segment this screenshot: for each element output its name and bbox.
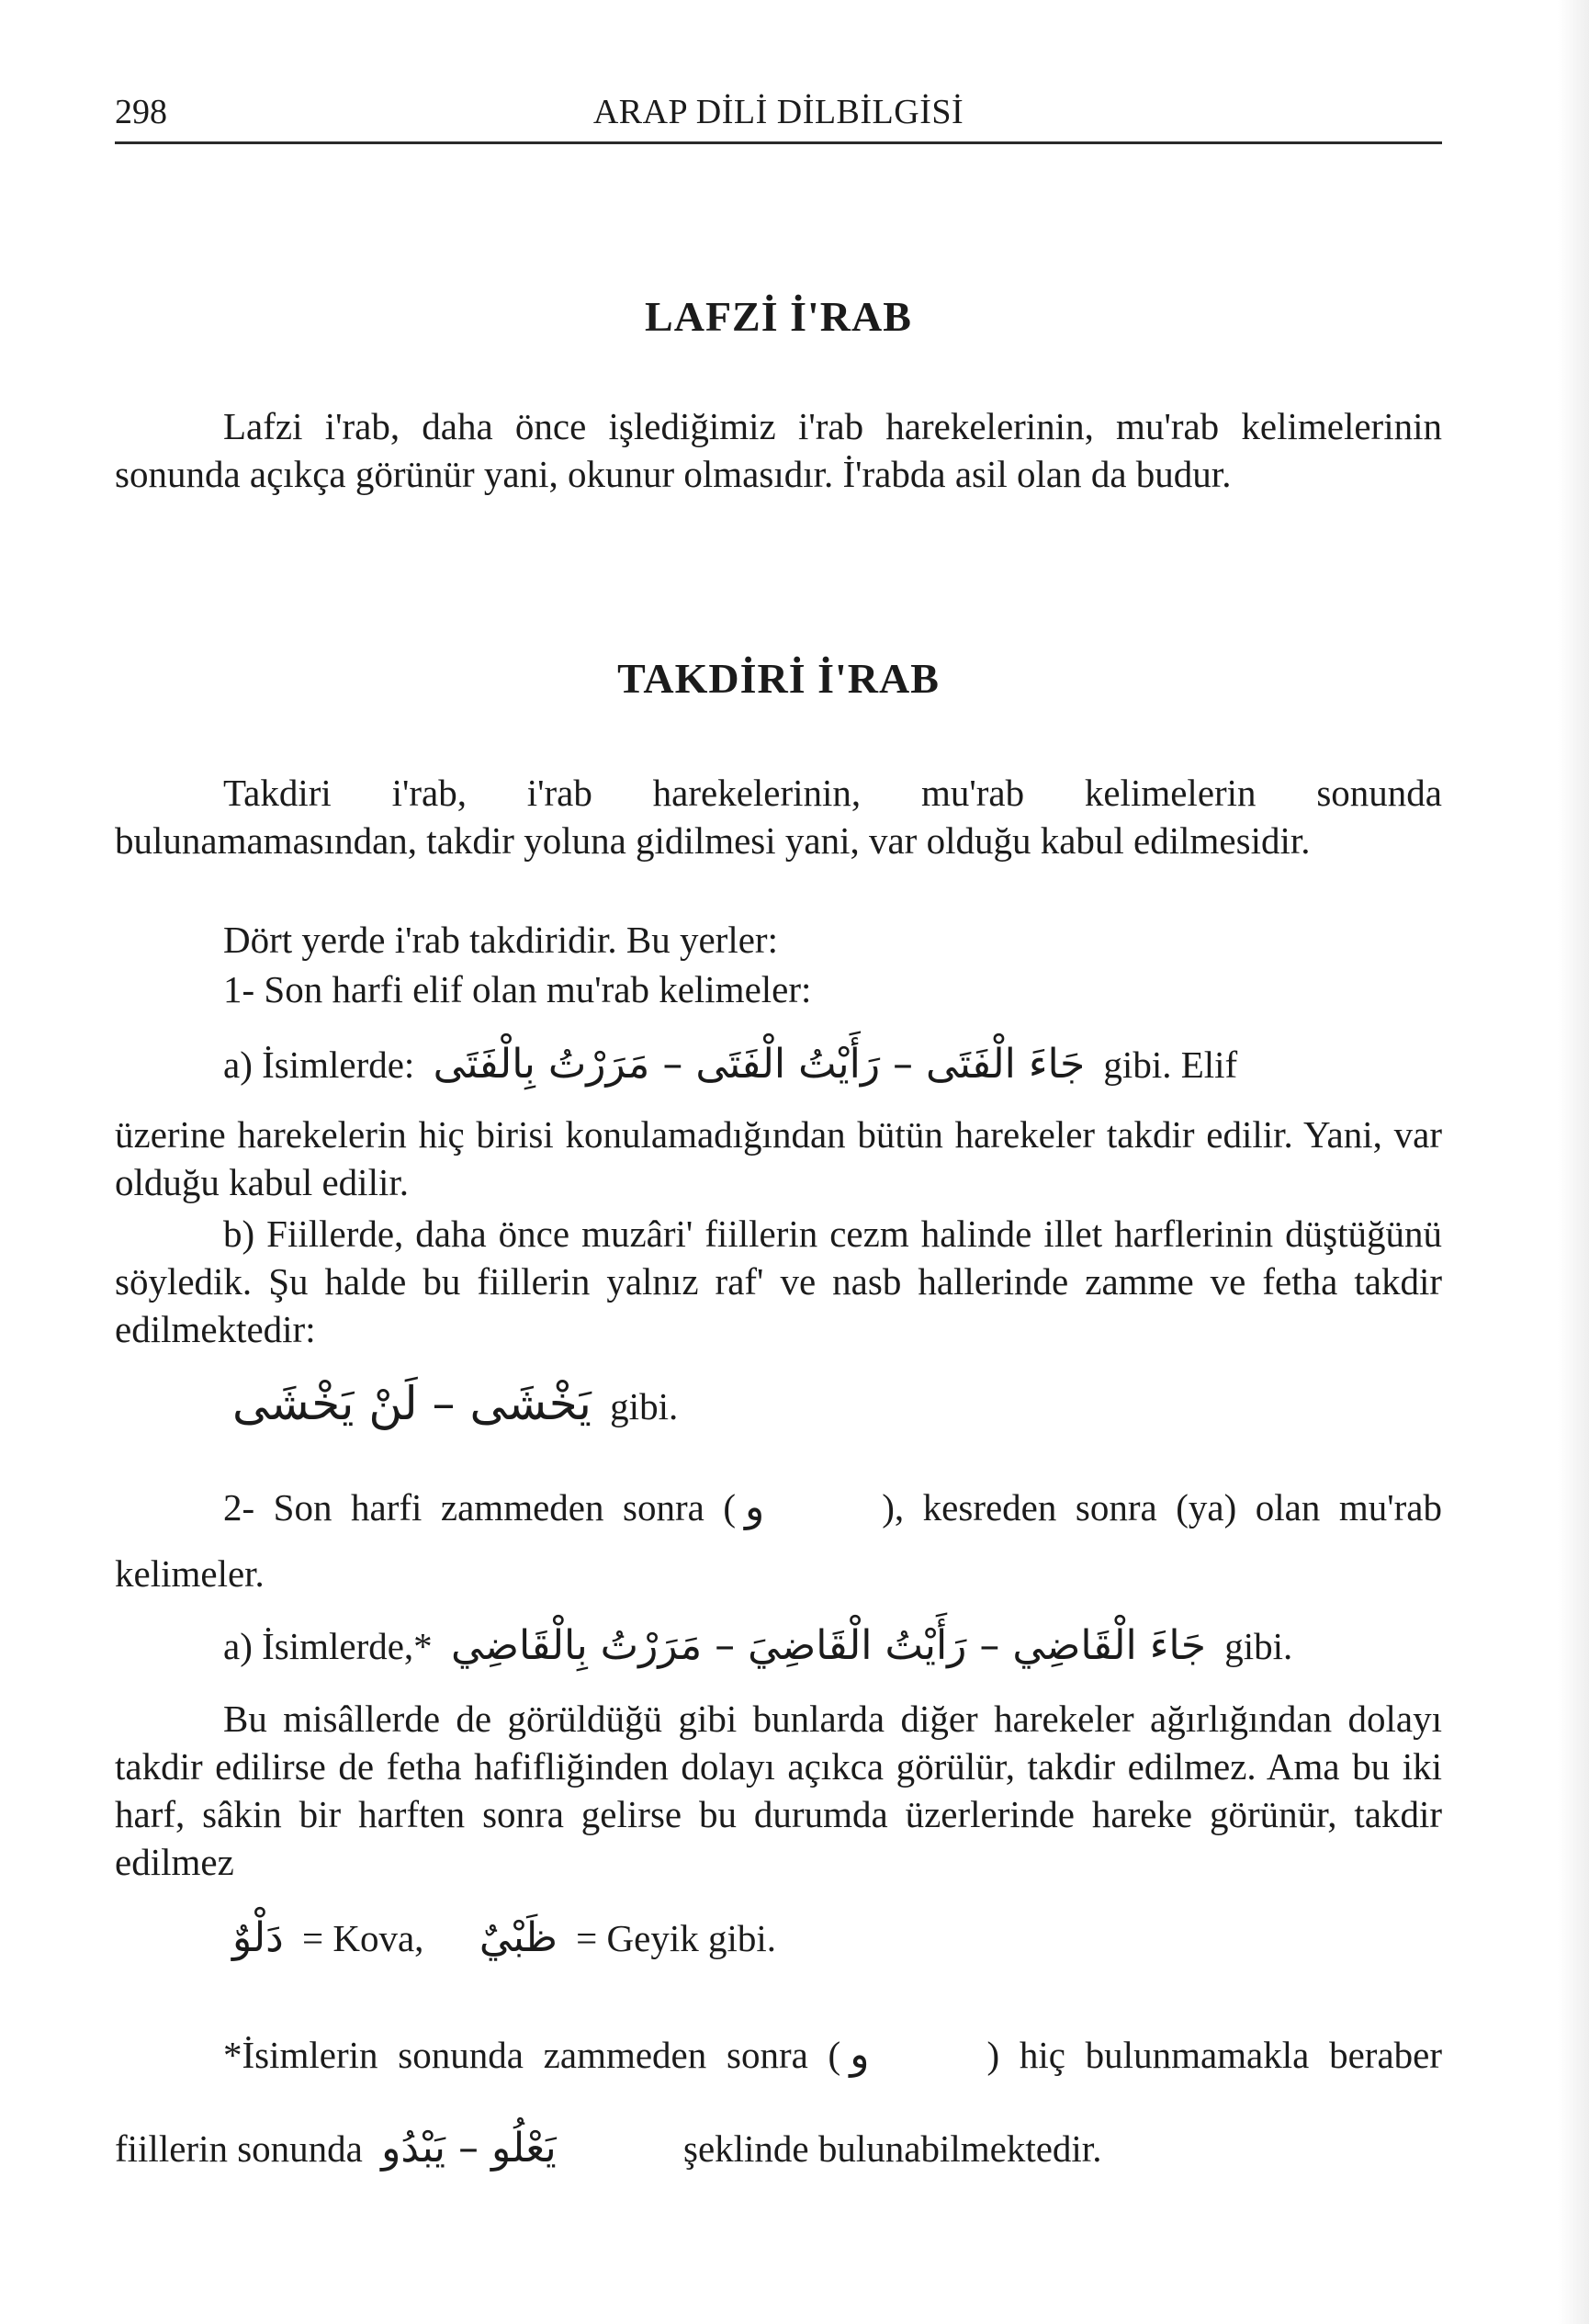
section-title-lafzi-irab: LAFZİ İ'RAB [645,293,912,340]
item1-a-arabic-example: جَاءَ الْفَتَى – رَأَيْتُ الْفَتَى – مَرَرْتُ بِالْفَتَى [433,1041,1086,1088]
item1-a-line [223,1041,1237,1089]
page-number: 298 [115,93,167,131]
item1-a-label: a) İsimlerde: [223,1044,415,1086]
footnote-part4: şeklinde bulunabilmektedir. [682,2127,1102,2170]
item2-heading-part1: 2- Son harfi zammeden sonra ( [223,1486,736,1529]
running-header [115,85,1442,144]
item1-heading: 1- Son harfi elif olan mu'rab kelimeler: [223,968,812,1010]
section-title-takdiri-irab: TAKDİRİ İ'RAB [617,655,940,702]
item1-b-arabic-example: يَخْشَى – لَنْ يَخْشَى [232,1377,592,1430]
footnote-part2: ) hiç bulunmamakla [986,2034,1310,2076]
item2-a-after: gibi. [1224,1625,1293,1667]
item1-b-after: gibi. [610,1385,679,1427]
item1-a-after: gibi. Elif [1103,1044,1238,1086]
item2-heading-part2: ), kesreden sonra (ya) olan mu'rab kelimeler. [115,1486,1442,1595]
example-zaby-meaning: = Geyik gibi. [576,1917,777,1959]
footnote [115,2008,1442,2195]
item2-examples-line [223,1914,776,1962]
item2-heading-letter: و [745,1484,765,1530]
item2-a-label: a) İsimlerde,* [223,1625,433,1667]
item2-explanation: Bu misâllerde de görüldüğü gibi bunlarda diğer harekeler ağırlığından dolayı takdir edilirse de fetha hafifliğinden dolayı açıkca görülür, takdir edilmez. Ama bu iki harf, sâkin bir harften sonra gelirse bu durumda üzerlerinde hareke görünür, takdir edilmez [115,1698,1442,1883]
item2-heading [115,1474,1442,1607]
example-dalw-meaning: = Kova, [301,1917,424,1959]
paragraph-lafzi-irab: Lafzi i'rab, daha önce işlediğimiz i'rab harekelerinin, mu'rab kelimelerinin sonunda açıkça görünür yani, okunur olmasıdır. İ'rabda asil olan da budur. [115,405,1442,495]
item2-a-arabic-example: جَاءَ الْقَاضِي – رَأَيْتُ الْقَاضِيَ – مَرَرْتُ بِالْقَاضِي [450,1622,1206,1669]
item2-a-line [223,1622,1292,1670]
scan-edge-shadow [1558,0,1589,2324]
item1-a-continuation: üzerine harekelerin hiç birisi konulamadığından bütün harekeler takdir edilir. Yani, var olduğu kabul edilir. [115,1113,1442,1203]
item1-b-paragraph: b) Fiillerde, daha önce muzâri' fiillerin cezm halinde illet harflerinin düştüğünü söyledik. Şu halde bu fiillerin yalnız raf' ve nasb hallerinde zamme ve fetha takdir edilmektedir: [115,1213,1442,1350]
running-title: ARAP DİLİ DİLBİLGİSİ [592,93,964,131]
paragraph-takdiri-irab: Takdiri i'rab, i'rab harekelerinin, mu'rab kelimelerin sonunda bulunamamasından, takdir yoluna gidilmesi yani, var olduğu kabul edilmesidir. [115,772,1442,862]
footnote-letter: و [850,2031,870,2078]
footnote-part3: beraber fiillerin sonunda [115,2034,1443,2170]
intro-line: Dört yerde i'rab takdiridir. Bu yerler: [223,919,778,961]
item1-b-example-line [223,1377,679,1430]
footnote-arabic-example: يَعْلُو – يَبْدُو [381,2125,557,2172]
example-dalw-arabic: دَلْوٌ [232,1914,284,1961]
footnote-part1: *İsimlerin sonunda zammeden sonra ( [223,2034,841,2076]
example-zaby-arabic: ظَبْيٌ [479,1914,558,1961]
